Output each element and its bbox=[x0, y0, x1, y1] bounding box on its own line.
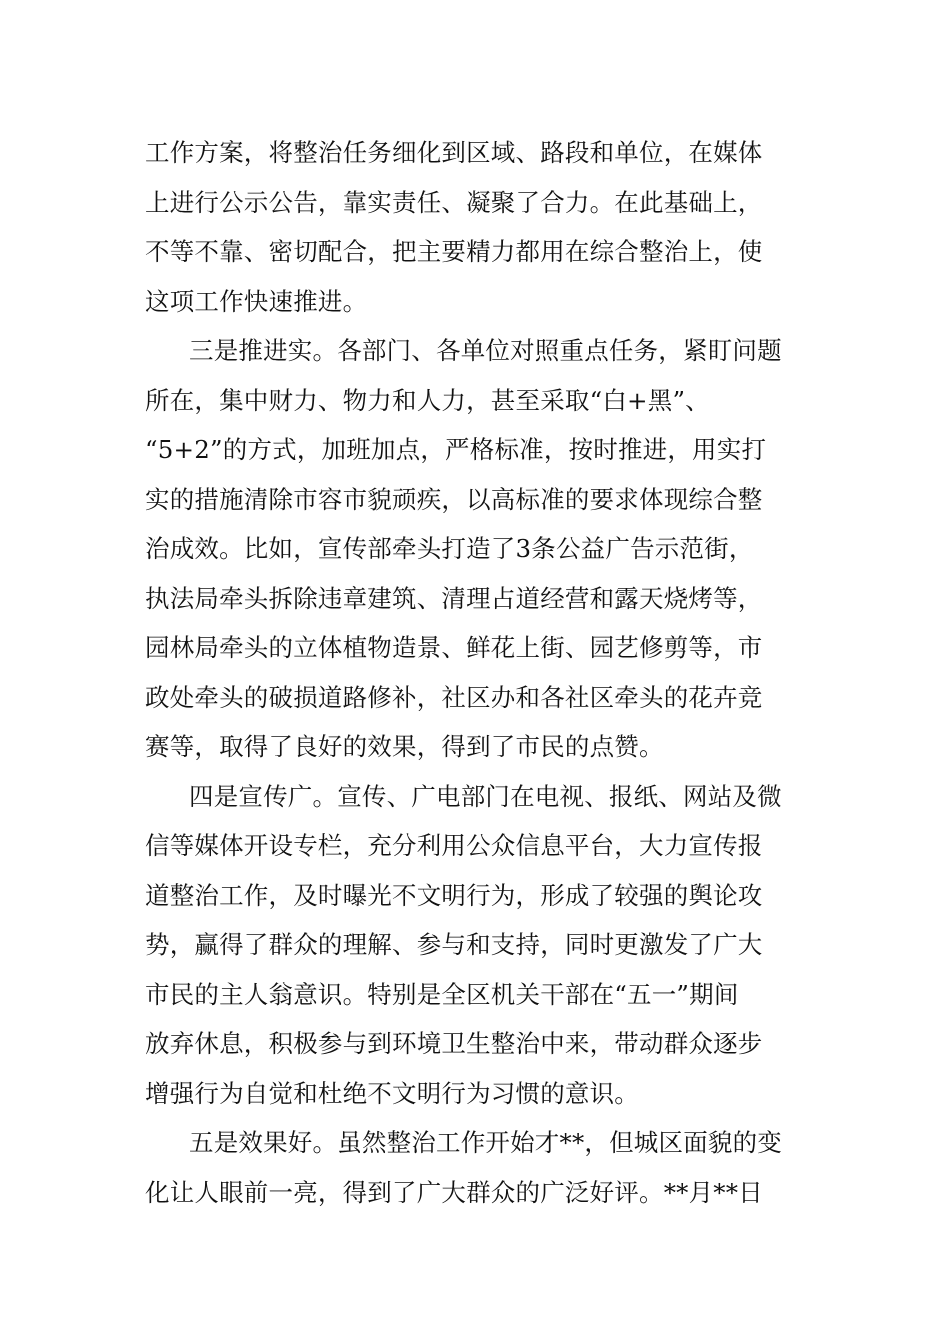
text-line: 上进行公示公告，靠实责任、凝聚了合力。在此基础上， bbox=[145, 187, 763, 217]
text-line: 治成效。比如，宣传部牵头打造了3条公益广告示范街， bbox=[145, 534, 754, 563]
document-body bbox=[145, 128, 810, 1217]
paragraph-work-plan bbox=[145, 128, 810, 326]
text-line: 赛等，取得了良好的效果，得到了市民的点赞。 bbox=[145, 732, 664, 761]
paragraph-third-point bbox=[145, 326, 810, 772]
text-line: 工作方案，将整治任务细化到区域、路段和单位，在媒体 bbox=[145, 138, 763, 167]
text-line: 道整治工作，及时曝光不文明行为，形成了较强的舆论攻 bbox=[145, 880, 763, 910]
text-line: 市民的主人翁意识。特别是全区机关干部在“五一”期间 bbox=[145, 979, 739, 1009]
text-line: 园林局牵头的立体植物造景、鲜花上街、园艺修剪等，市 bbox=[145, 633, 763, 662]
text-line: 实的措施清除市容市貌顽疾，以高标准的要求体现综合整 bbox=[145, 484, 763, 514]
text-line: 四是宣传广。宣传、广电部门在电视、报纸、网站及微 bbox=[189, 781, 782, 811]
text-line: 政处牵头的破损道路修补，社区办和各社区牵头的花卉竞 bbox=[145, 682, 763, 712]
text-line: 增强行为自觉和杜绝不文明行为习惯的意识。 bbox=[145, 1078, 639, 1108]
text-line: 这项工作快速推进。 bbox=[145, 286, 368, 316]
text-line: 执法局牵头拆除违章建筑、清理占道经营和露天烧烤等， bbox=[145, 583, 763, 613]
text-line: 三是推进实。各部门、各单位对照重点任务，紧盯问题 bbox=[189, 336, 782, 365]
text-line: 所在，集中财力、物力和人力，甚至采取“白+黑”、 bbox=[145, 385, 710, 415]
text-line: 五是效果好。虽然整治工作开始才**，但城区面貌的变 bbox=[189, 1128, 782, 1157]
text-line: 势，赢得了群众的理解、参与和支持，同时更激发了广大 bbox=[145, 930, 763, 959]
text-line: 信等媒体开设专栏，充分利用公众信息平台，大力宣传报 bbox=[145, 831, 763, 860]
text-line: 不等不靠、密切配合，把主要精力都用在综合整治上，使 bbox=[145, 237, 763, 266]
paragraph-fifth-point bbox=[145, 1118, 810, 1217]
text-line: “5+2”的方式，加班加点，严格标准，按时推进，用实打 bbox=[145, 435, 767, 464]
paragraph-fourth-point bbox=[145, 772, 810, 1119]
text-line: 化让人眼前一亮，得到了广大群众的广泛好评。**月**日 bbox=[145, 1177, 763, 1207]
text-line: 放弃休息，积极参与到环境卫生整治中来，带动群众逐步 bbox=[145, 1029, 763, 1058]
